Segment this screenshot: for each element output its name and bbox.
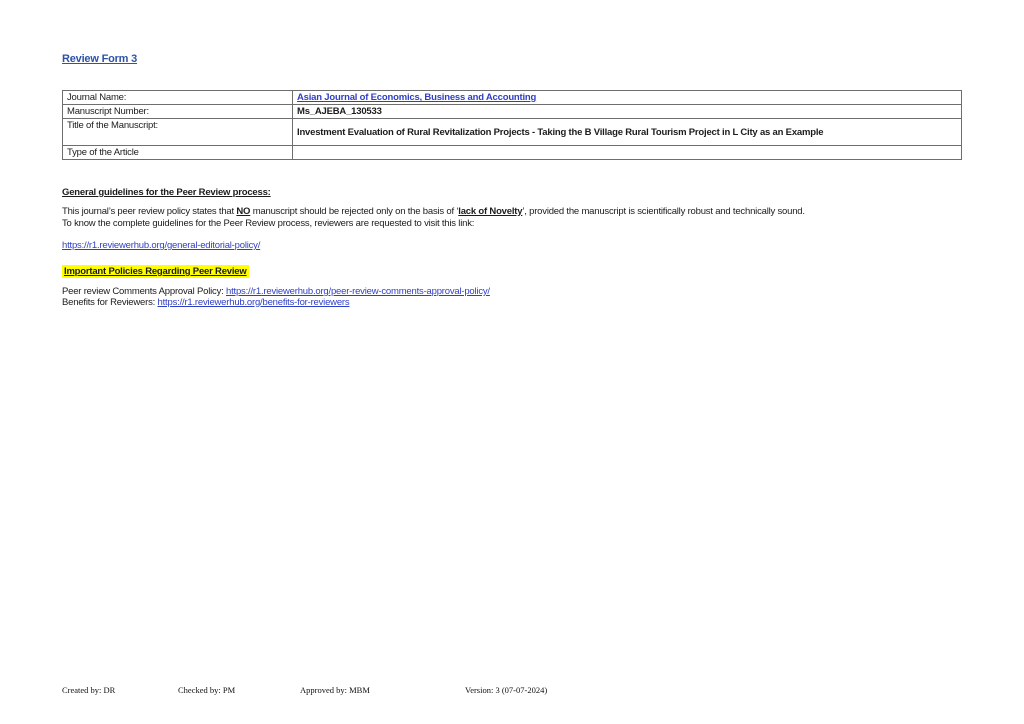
table-row-manuscript-title xyxy=(63,119,962,146)
benefits-line xyxy=(62,298,962,309)
general-policy-line xyxy=(62,240,260,251)
benefits-link[interactable]: https://r1.reviewerhub.org/benefits-for-reviewers xyxy=(157,296,350,308)
general-editorial-policy-link[interactable]: https://r1.reviewerhub.org/general-editorial-policy/ xyxy=(62,240,261,251)
footer-created-by: Created by: DR xyxy=(62,685,116,695)
policy-links-block xyxy=(62,287,962,308)
guidelines-line2: To know the complete guidelines for the Peer Review process, reviewers are requested to visit this link: xyxy=(62,217,475,229)
journal-name-link[interactable]: Asian Journal of Economics, Business and Accounting xyxy=(297,92,537,103)
table-row-journal-name xyxy=(63,91,962,105)
no-emphasis: NO xyxy=(236,206,251,217)
journal-name-label: Journal Name: xyxy=(63,91,293,105)
approval-policy-link[interactable]: https://r1.reviewerhub.org/peer-review-comments-approval-policy/ xyxy=(226,286,490,297)
footer-approved-by: Approved by: MBM xyxy=(300,685,370,695)
article-type-label: Type of the Article xyxy=(63,146,293,160)
footer-version: Version: 3 (07-07-2024) xyxy=(465,685,548,695)
manuscript-table xyxy=(62,90,962,160)
guidelines-line1-text3: ’, provided the manuscript is scientifically robust and technically sound. xyxy=(522,206,805,217)
manuscript-title-label: Title of the Manuscript: xyxy=(63,119,293,146)
article-type-value xyxy=(293,146,962,160)
policies-heading-line xyxy=(62,266,249,277)
manuscript-number-value: Ms_AJEBA_130533 xyxy=(293,105,962,119)
table-row-article-type xyxy=(63,146,962,160)
table-row-manuscript-number xyxy=(63,105,962,119)
journal-name-cell xyxy=(293,91,962,105)
manuscript-title-value: Investment Evaluation of Rural Revitalization Projects - Taking the B Village Rural Tourism Project in L City as an Example xyxy=(293,119,962,146)
guidelines-line1 xyxy=(62,206,962,218)
guidelines-paragraph xyxy=(62,206,962,229)
lack-of-novelty-emphasis: lack of Novelty xyxy=(458,206,523,217)
guidelines-line1-text2: manuscript should be rejected only on the basis of ‘ xyxy=(250,206,459,217)
approval-policy-label: Peer review Comments Approval Policy: xyxy=(62,286,226,297)
manuscript-number-label: Manuscript Number: xyxy=(63,105,293,119)
policies-heading: Important Policies Regarding Peer Review xyxy=(64,266,247,277)
benefits-label: Benefits for Reviewers: xyxy=(62,296,158,308)
page-title: Review Form 3 xyxy=(62,53,138,65)
guidelines-line1-text1: This journal’s peer review policy states that xyxy=(62,206,237,217)
guidelines-heading: General guidelines for the Peer Review process: xyxy=(62,187,271,198)
footer-checked-by: Checked by: PM xyxy=(178,685,236,695)
